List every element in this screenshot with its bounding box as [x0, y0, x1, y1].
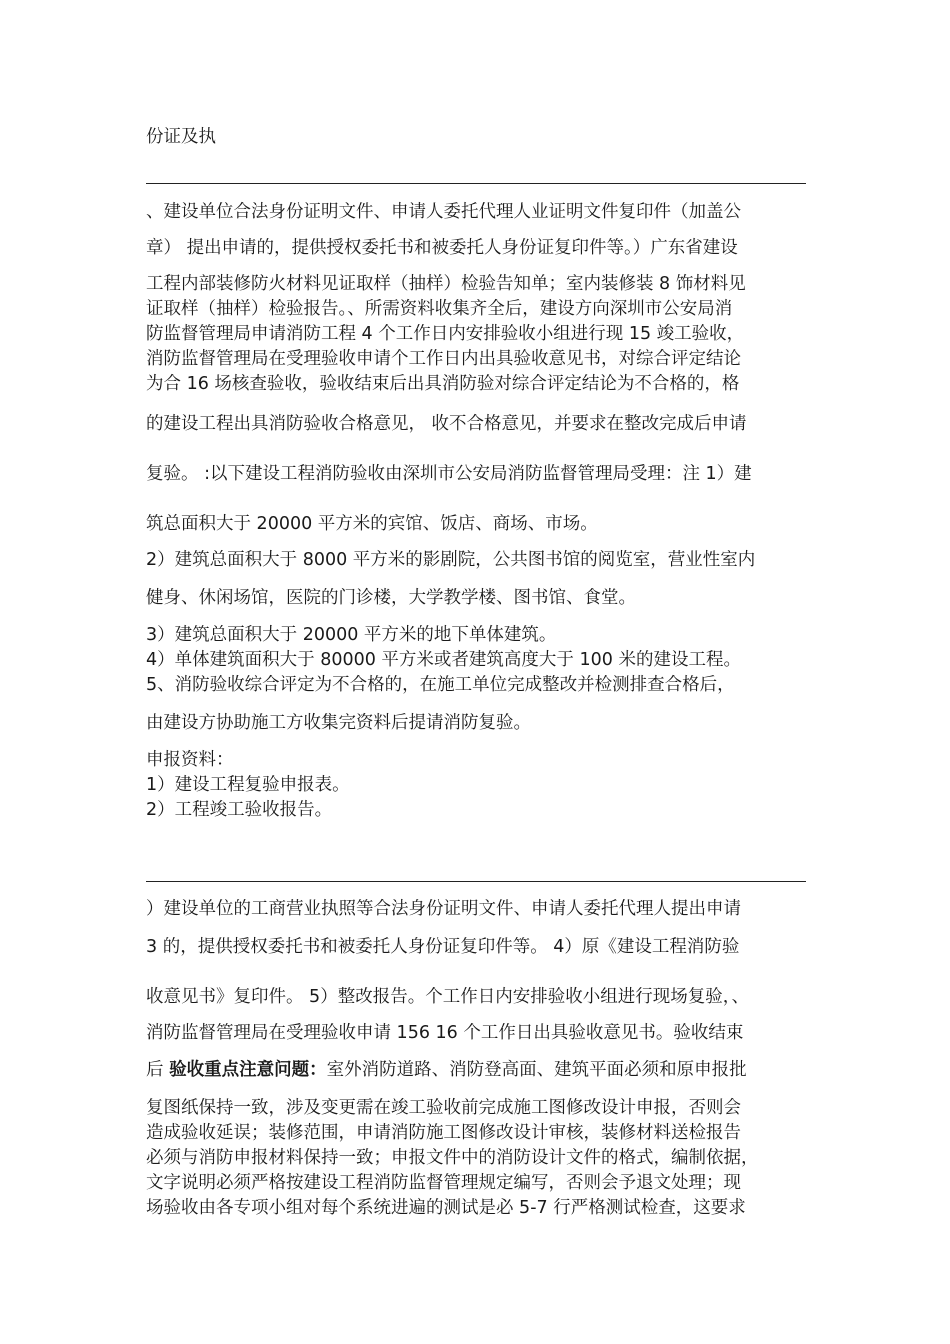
paragraph-line: 、建设单位合法身份证明文件、申请人委托代理人业证明文件复印件（加盖公 — [146, 202, 741, 222]
paragraph-line: 场验收由各专项小组对每个系统进遍的测试是必 5-7 行严格测试检查，这要求 — [146, 1198, 746, 1218]
paragraph-line: 为合 16 场核查验收，验收结束后出具消防验对综合评定结论为不合格的，格 — [146, 374, 740, 394]
focus-prefix: 后 — [146, 1060, 170, 1080]
list-heading: 申报资料： — [146, 750, 234, 770]
paragraph-line: ）建设单位的工商营业执照等合法身份证明文件、申请人委托代理人提出申请 — [146, 899, 741, 919]
paragraph-line: 3 的，提供授权委托书和被委托人身份证复印件等。 4）原《建设工程消防验 — [146, 937, 740, 957]
paragraph-line: 健身、休闲场馆，医院的门诊楼，大学教学楼、图书馆、食堂。 — [146, 588, 636, 608]
paragraph-line: 工程内部装修防火材料见证取样（抽样）检验告知单；室内装修装 8 饰材料见 — [146, 274, 746, 294]
paragraph-line: 消防监督管理局在受理验收申请个工作日内出具验收意见书，对综合评定结论 — [146, 349, 741, 369]
paragraph-line: 文字说明必须严格按建设工程消防监督管理规定编写，否则会予退文处理；现 — [146, 1173, 741, 1193]
focus-rest: 室外消防道路、消防登高面、建筑平面必须和原申报批 — [326, 1060, 747, 1080]
paragraph-line: 4）单体建筑面积大于 80000 平方米或者建筑高度大于 100 米的建设工程。 — [146, 650, 741, 670]
paragraph-line: 复验。 :以下建设工程消防验收由深圳市公安局消防监督管理局受理：注 1）建 — [146, 464, 752, 484]
paragraph-line: 的建设工程出具消防验收合格意见， 收不合格意见，并要求在整改完成后申请 — [146, 414, 747, 434]
list-item: 1）建设工程复验申报表。 — [146, 775, 350, 795]
paragraph-line: 5、消防验收综合评定为不合格的，在施工单位完成整改并检测排查合格后， — [146, 675, 735, 695]
paragraph-line: 收意见书》复印件。 5）整改报告。个工作日内安排验收小组进行现场复验，、 — [146, 987, 749, 1007]
list-item: 2）工程竣工验收报告。 — [146, 800, 333, 820]
paragraph-line: 3）建筑总面积大于 20000 平方米的地下单体建筑。 — [146, 625, 557, 645]
paragraph-line: 章） 提出申请的，提供授权委托书和被委托人身份证复印件等。）广东省建设 — [146, 238, 738, 258]
middle-divider — [146, 881, 806, 882]
focus-title: 验收重点注意问题： — [169, 1060, 327, 1080]
header-fragment: 份证及执 — [146, 127, 216, 147]
paragraph-line: 由建设方协助施工方收集完资料后提请消防复验。 — [146, 713, 531, 733]
paragraph-line: 造成验收延误；装修范围，申请消防施工图修改设计审核，装修材料送检报告 — [146, 1123, 741, 1143]
paragraph-line: 证取样（抽样）检验报告。、所需资料收集齐全后，建设方向深圳市公安局消 — [146, 299, 733, 319]
paragraph-line: 消防监督管理局在受理验收申请 156 16 个工作日出具验收意见书。验收结束 — [146, 1023, 744, 1043]
paragraph-line: 筑总面积大于 20000 平方米的宾馆、饭店、商场、市场。 — [146, 514, 598, 534]
paragraph-line: 2）建筑总面积大于 8000 平方米的影剧院，公共图书馆的阅览室，营业性室内 — [146, 550, 756, 570]
paragraph-line: 必须与消防申报材料保持一致；申报文件中的消防设计文件的格式，编制依据， — [146, 1148, 759, 1168]
paragraph-line: 防监督管理局申请消防工程 4 个工作日内安排验收小组进行现 15 竣工验收， — [146, 324, 745, 344]
focus-line — [146, 1059, 806, 1081]
paragraph-line: 复图纸保持一致，涉及变更需在竣工验收前完成施工图修改设计申报，否则会 — [146, 1098, 741, 1118]
top-divider — [146, 183, 806, 184]
